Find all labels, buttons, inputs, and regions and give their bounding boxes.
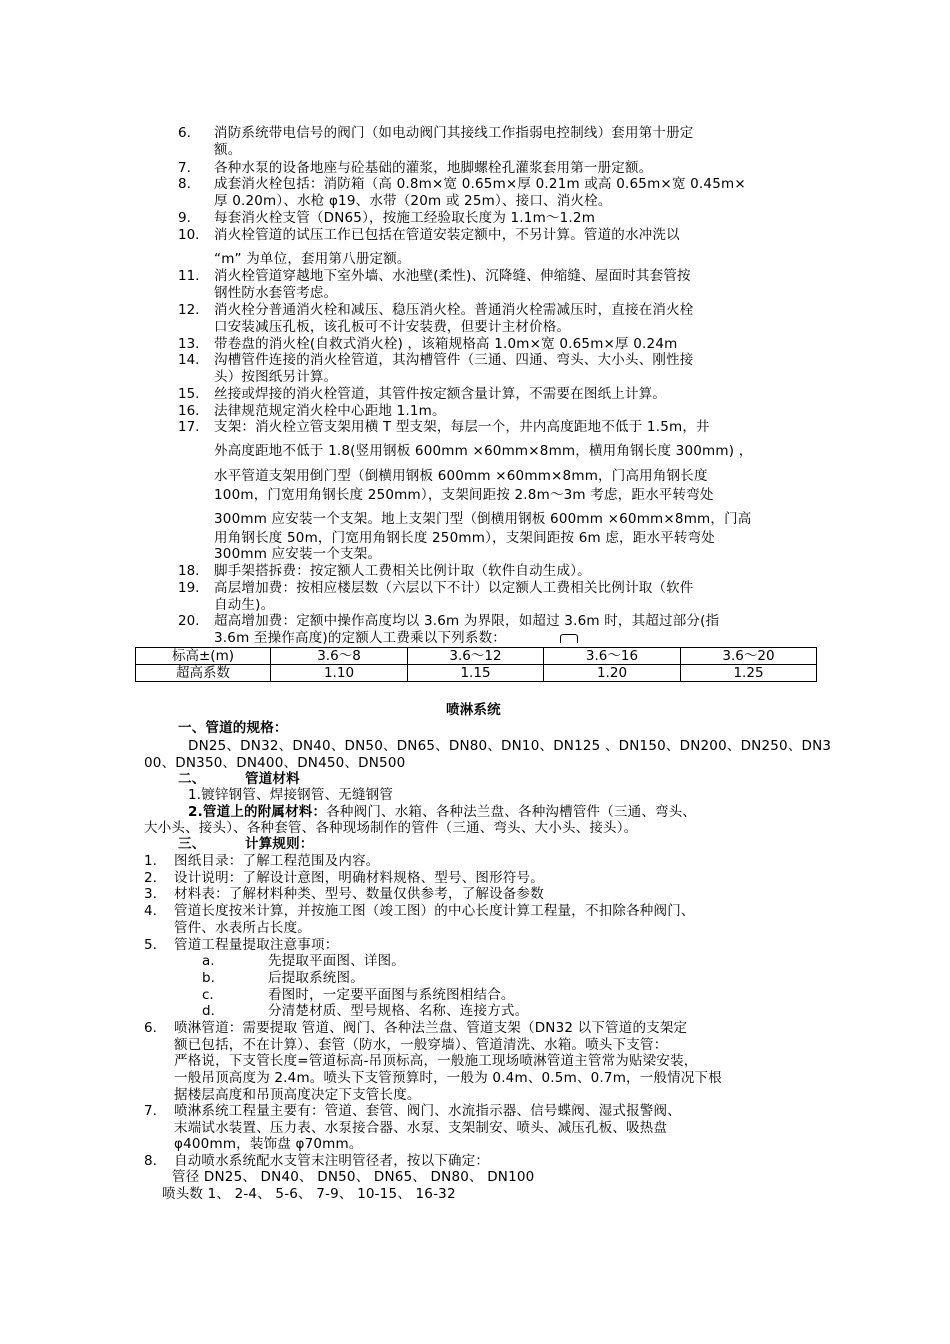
item-text: 额。 <box>214 142 242 158</box>
rule-text: 严格说，下支管长度=管道标高-吊顶标高，一般施工现场喷淋管道主管常为贴梁安装， <box>174 1053 698 1069</box>
spec-line: DN25、DN32、DN40、DN50、DN65、DN80、DN10、DN125 、DN150、DN200、DN250、DN3 <box>188 738 832 754</box>
item-number: 18. <box>178 563 200 579</box>
spec-line: 00、DN350、DN400、DN450、DN500 <box>144 755 406 771</box>
rule-number: 2. <box>144 870 157 886</box>
heading-number: 二、 <box>178 771 206 787</box>
rule-text: 管件、水表所占长度。 <box>174 920 311 936</box>
pipe-diameter-row: 管径 DN25、 DN40、 DN50、 DN65、 DN80、 DN100 <box>172 1169 535 1185</box>
item-text: 钢性防水套管考虑。 <box>214 285 338 301</box>
sub-item-text: 分清楚材质、型号规格、名称、连接方式。 <box>268 1003 529 1019</box>
heading-number: 三、 <box>178 836 206 852</box>
heading-pipe-material: 管道材料 <box>245 771 300 787</box>
item-number: 7. <box>178 160 191 176</box>
item-number: 15. <box>178 386 200 402</box>
table-cell: 3.6～20 <box>681 648 817 665</box>
sub-item-letter: d. <box>202 1003 215 1019</box>
heading-calc-rules: 计算规则： <box>245 836 314 852</box>
rule-text: 喷淋管道：需要提取 管道、阀门、各种法兰盘、管道支架（DN32 以下管道的支架定 <box>174 1020 688 1036</box>
item-text: 消防系统带电信号的阀门（如电动阀门其接线工作指弱电控制线）套用第十册定 <box>214 125 694 141</box>
item-number: 10. <box>178 227 200 243</box>
rule-text: 管道长度按米计算，并按施工图（竣工图）的中心长度计算工程量，不扣除各种阀门、 <box>174 903 695 919</box>
table-cell: 超高系数 <box>136 665 271 682</box>
item-text: 头）按图纸另计算。 <box>214 369 338 385</box>
item-text: 每套消火栓支管（DN65），按施工经验取长度为 1.1m～1.2m <box>214 210 596 226</box>
item-text: 沟槽管件连接的消火栓管道，其沟槽管件（三通、四通、弯头、大小头、刚性接 <box>214 352 694 368</box>
item-text: 100m，门宽用角钢长度 250mm），支架间距按 2.8m～3m 考虑，距水平转弯处 <box>214 487 714 503</box>
item-text: 脚手架搭拆费：按定额人工费相关比例计取（软件自动生成）。 <box>214 563 591 579</box>
head-count-row: 喷头数 1、 2-4、 5-6、 7-9、 10-15、 16-32 <box>162 1186 456 1202</box>
table-cell: 1.10 <box>271 665 408 682</box>
item-text: 3.6m 至操作高度)的定额人工费乘以下列系数： <box>214 630 506 646</box>
height-coefficient-table <box>135 647 817 682</box>
rule-number: 5. <box>144 937 157 953</box>
item-text: 消火栓分普通消火栓和减压、稳压消火栓。普通消火栓需减压时，直接在消火栓 <box>214 302 694 318</box>
item-text: 300mm 应安装一个支架。地上支架门型（倒横用钢板 600mm ×60mm×8mm，门高 <box>214 511 752 527</box>
item-number: 17. <box>178 419 200 435</box>
item-number: 19. <box>178 580 200 596</box>
rule-text: 自动喷水系统配水支管末注明管径者，按以下确定： <box>174 1153 490 1169</box>
table-cell: 3.6～8 <box>271 648 408 665</box>
rule-number: 1. <box>144 853 157 869</box>
rule-number: 8. <box>144 1153 157 1169</box>
table-row <box>136 648 817 665</box>
cursor-mark <box>560 634 578 643</box>
rule-text: 据楼层高度和吊顶高度决定下支管长度。 <box>174 1087 421 1103</box>
rule-number: 4. <box>144 903 157 919</box>
item-number: 14. <box>178 352 200 368</box>
item-text: 支架：消火栓立管支架用横 T 型支架，每层一个，井内高度距地不低于 1.5m，井 <box>214 419 710 435</box>
sub-item-letter: c. <box>202 987 214 1003</box>
rule-text: 设计说明：了解设计意图，明确材料规格、型号、图形符号。 <box>174 870 544 886</box>
table-cell: 3.6～12 <box>408 648 544 665</box>
item-text: 口安装减压孔板，该孔板可不计安装费，但要计主材价格。 <box>214 319 571 335</box>
table-cell: 1.25 <box>681 665 817 682</box>
item-number: 6. <box>178 125 191 141</box>
item-number: 16. <box>178 403 200 419</box>
table-cell: 3.6～16 <box>544 648 681 665</box>
rule-text: 额已包括，不在计算）、套管（防水，一般穿墙）、管道清洗、水箱。喷头下支管： <box>174 1037 668 1053</box>
item-text: 法律规范规定消火栓中心距地 1.1m。 <box>214 403 446 419</box>
item-number: 8. <box>178 176 191 192</box>
item-text: 水平管道支架用倒门型（倒横用钢板 600mm ×60mm×8mm，门高用角钢长度 <box>214 468 708 484</box>
rule-number: 3. <box>144 886 157 902</box>
rule-text: φ400mm，装饰盘 φ70mm。 <box>174 1136 363 1152</box>
heading-pipe-spec: 一、管道的规格： <box>178 720 288 736</box>
rule-number: 7. <box>144 1103 157 1119</box>
material-line: 1.镀锌钢管、焊接钢管、无缝钢管 <box>188 787 394 803</box>
material-line: 大小头、接头）、各种套管、各种现场制作的管件（三通、弯头、大小头、接头）。 <box>144 820 638 836</box>
rule-text: 一般吊顶高度为 2.4m。喷头下支管预算时，一般为 0.4m、0.5m、0.7m，一般情况下根 <box>174 1070 722 1086</box>
rule-text: 管道工程量提取注意事项： <box>174 937 339 953</box>
item-text: “m” 为单位，套用第八册定额。 <box>214 251 411 267</box>
sub-item-text: 后提取系统图。 <box>268 970 364 986</box>
item-text: 各种水泵的设备地座与砼基础的灌浆，地脚螺栓孔灌浆套用第一册定额。 <box>214 160 653 176</box>
rule-text: 材料表：了解材料种类、型号、数量仅供参考，了解设备参数 <box>174 886 544 902</box>
sub-item-letter: b. <box>202 970 215 986</box>
item-text: 自动生)。 <box>214 597 275 613</box>
item-text: 高层增加费：按相应楼层数（六层以下不计）以定额人工费相关比例计取（软件 <box>214 580 694 596</box>
sub-item-text: 看图时，一定要平面图与系统图相结合。 <box>268 987 515 1003</box>
material-label: 2.管道上的附属材料： <box>188 804 327 820</box>
item-text: 超高增加费：定额中操作高度均以 3.6m 为界限，如超过 3.6m 时，其超过部分(指 <box>214 613 720 629</box>
rule-text: 喷淋系统工程量主要有：管道、套管、阀门、水流指示器、信号蝶阀、湿式报警阀、 <box>174 1103 681 1119</box>
item-text: 用角钢长度 50m，门宽用角钢长度 250mm），支架间距按 6m 虑，距水平转弯处 <box>214 530 715 546</box>
table-row <box>136 665 817 682</box>
table-cell: 1.20 <box>544 665 681 682</box>
item-text: 成套消火栓包括：消防箱（高 0.8m×宽 0.65m×厚 0.21m 或高 0.65m×宽 0.45m× <box>214 176 746 192</box>
material-line <box>188 804 696 821</box>
table-cell: 标高±(m) <box>136 648 271 665</box>
item-number: 12. <box>178 302 200 318</box>
sub-item-text: 先提取平面图、详图。 <box>268 953 405 969</box>
rule-text: 末端试水装置、压力表、水泵接合器、水泵、支架制安、喷头、减压孔板、吸热盘 <box>174 1120 668 1136</box>
section-title: 喷淋系统 <box>446 702 501 718</box>
item-text: 外高度距地不低于 1.8(竖用钢板 600mm ×60mm×8mm，横用角钢长度 300mm) ， <box>214 443 753 459</box>
item-number: 13. <box>178 336 200 352</box>
sub-item-letter: a. <box>202 953 215 969</box>
item-number: 20. <box>178 613 200 629</box>
item-number: 9. <box>178 210 191 226</box>
item-text: 带卷盘的消火栓(自救式消火栓) ，该箱规格高 1.0m×宽 0.65m×厚 0.24m <box>214 336 678 352</box>
item-text: 消火栓管道的试压工作已包括在管道安装定额中，不另计算。管道的水冲洗以 <box>214 227 680 243</box>
item-text: 厚 0.20m）、水枪 φ19、水带（20m 或 25m）、接口、消火栓。 <box>214 193 612 209</box>
item-text: 消火栓管道穿越地下室外墙、水池壁(柔性)、沉降缝、伸缩缝、屋面时其套管按 <box>214 268 691 284</box>
item-text: 丝接或焊接的消火栓管道，其管件按定额含量计算，不需要在图纸上计算。 <box>214 386 667 402</box>
item-number: 11. <box>178 268 200 284</box>
material-text: 各种阀门、水箱、各种法兰盘、各种沟槽管件（三通、弯头、 <box>326 804 697 820</box>
table-cell: 1.15 <box>408 665 544 682</box>
item-text: 300mm 应安装一个支架。 <box>214 546 382 562</box>
rule-number: 6. <box>144 1020 157 1036</box>
rule-text: 图纸目录：了解工程范围及内容。 <box>174 853 380 869</box>
